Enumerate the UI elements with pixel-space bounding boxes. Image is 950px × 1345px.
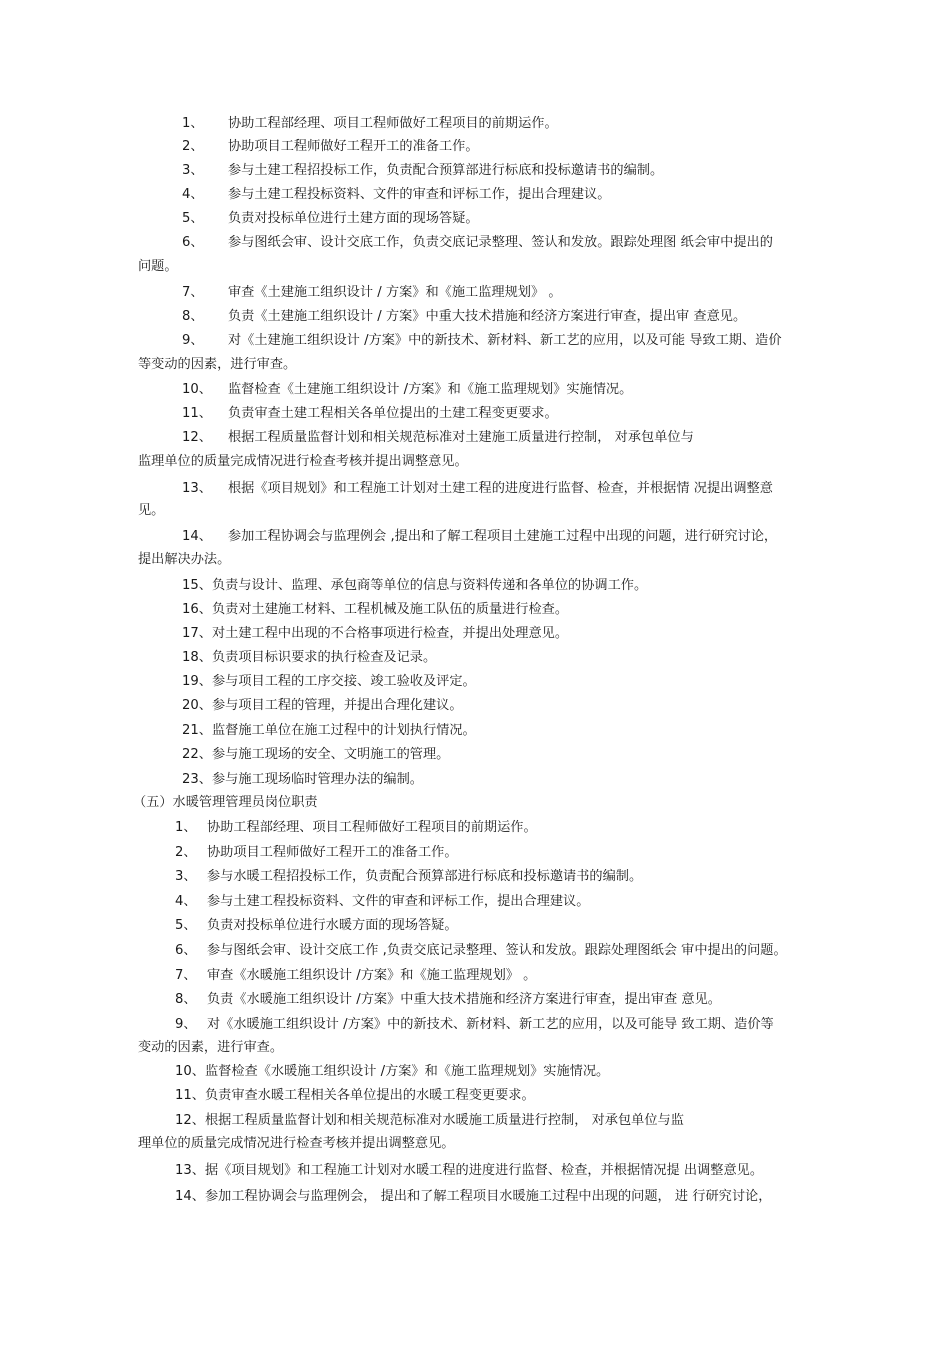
item-number: 9、 xyxy=(182,333,204,348)
list-item xyxy=(0,1187,950,1207)
item-text: 协助项目工程师做好工程开工的准备工作。 xyxy=(228,139,479,154)
item-text-continuation: 变动的因素，进行审查。 xyxy=(138,1040,284,1055)
item-text-continuation: 见。 xyxy=(138,503,165,518)
list-item xyxy=(0,843,950,863)
item-text: 13、据《项目规划》和工程施工计划对水暖工程的进度进行监督、检查，并根据情况提 出调整意见。 xyxy=(175,1163,764,1178)
item-text: 21、监督施工单位在施工过程中的计划执行情况。 xyxy=(182,723,476,738)
item-number: 5、 xyxy=(175,918,197,933)
item-number: 4、 xyxy=(182,187,204,202)
item-text: 根据工程质量监督计划和相关规范标准对土建施工质量进行控制， 对承包单位与 xyxy=(228,430,694,445)
section-heading xyxy=(0,793,950,813)
item-text: 12、根据工程质量监督计划和相关规范标准对水暖施工质量进行控制， 对承包单位与监 xyxy=(175,1113,684,1128)
item-number: 7、 xyxy=(182,285,204,300)
list-item xyxy=(0,307,950,327)
item-number: 11、 xyxy=(182,406,212,421)
item-text: 参与土建工程投标资料、文件的审查和评标工作，提出合理建议。 xyxy=(207,894,590,909)
item-number: 10、 xyxy=(182,382,212,397)
item-number: 8、 xyxy=(175,992,197,1007)
item-number: 2、 xyxy=(175,845,197,860)
list-item xyxy=(0,990,950,1010)
list-item xyxy=(0,721,950,741)
list-item xyxy=(0,818,950,838)
list-item xyxy=(0,404,950,424)
section-title: （五）水暖管理管理员岗位职责 xyxy=(133,795,318,810)
list-item xyxy=(0,428,950,448)
item-text: 负责对投标单位进行土建方面的现场答疑。 xyxy=(228,211,479,226)
item-number: 8、 xyxy=(182,309,204,324)
item-number: 2、 xyxy=(182,139,204,154)
item-text: 协助项目工程师做好工程开工的准备工作。 xyxy=(207,845,458,860)
list-item-continuation xyxy=(0,1038,950,1058)
list-item xyxy=(0,892,950,912)
item-text: 18、负责项目标识要求的执行检查及记录。 xyxy=(182,650,437,665)
list-item xyxy=(0,624,950,644)
item-number: 13、 xyxy=(182,481,212,496)
list-item xyxy=(0,867,950,887)
list-item xyxy=(0,1062,950,1082)
list-item-continuation xyxy=(0,550,950,570)
list-item xyxy=(0,1015,950,1035)
item-text: 对《水暖施工组织设计 /方案》中的新技术、新材料、新工艺的应用，以及可能导 致工期、造价等 xyxy=(207,1017,774,1032)
item-text: 参加工程协调会与监理例会 ,提出和了解工程项目土建施工过程中出现的问题，进行研究讨论， xyxy=(228,529,778,544)
item-number: 1、 xyxy=(182,116,204,131)
item-text-continuation: 监理单位的质量完成情况进行检查考核并提出调整意见。 xyxy=(138,454,468,469)
item-number: 9、 xyxy=(175,1017,197,1032)
list-item xyxy=(0,1111,950,1131)
list-item xyxy=(0,648,950,668)
item-text-continuation: 等变动的因素，进行审查。 xyxy=(138,357,297,372)
item-text: 22、参与施工现场的安全、文明施工的管理。 xyxy=(182,747,450,762)
item-text: 负责《土建施工组织设计 / 方案》中重大技术措施和经济方案进行审查，提出审 查意见。 xyxy=(228,309,747,324)
item-text: 19、参与项目工程的工序交接、竣工验收及评定。 xyxy=(182,674,476,689)
list-item xyxy=(0,137,950,157)
item-number: 14、 xyxy=(182,529,212,544)
list-item-continuation xyxy=(0,355,950,375)
item-number: 1、 xyxy=(175,820,197,835)
item-number: 12、 xyxy=(182,430,212,445)
item-text-continuation: 问题。 xyxy=(138,259,178,274)
item-text: 17、对土建工程中出现的不合格事项进行检查，并提出处理意见。 xyxy=(182,626,569,641)
list-item xyxy=(0,600,950,620)
item-text: 20、参与项目工程的管理，并提出合理化建议。 xyxy=(182,698,463,713)
list-item xyxy=(0,479,950,499)
list-item xyxy=(0,185,950,205)
list-item xyxy=(0,114,950,134)
list-item xyxy=(0,233,950,253)
item-text-continuation: 提出解决办法。 xyxy=(138,552,231,567)
item-text: 11、负责审查水暖工程相关各单位提出的水暖工程变更要求。 xyxy=(175,1088,535,1103)
list-item-continuation xyxy=(0,501,950,521)
item-text: 审查《水暖施工组织设计 /方案》和《施工监理规划》 。 xyxy=(207,968,537,983)
item-text: 根据《项目规划》和工程施工计划对土建工程的进度进行监督、检查，并根据情 况提出调整意 xyxy=(228,481,773,496)
item-number: 6、 xyxy=(182,235,204,250)
item-text: 16、负责对土建施工材料、工程机械及施工队伍的质量进行检查。 xyxy=(182,602,569,617)
list-item xyxy=(0,283,950,303)
item-number: 3、 xyxy=(182,163,204,178)
list-item xyxy=(0,331,950,351)
list-item xyxy=(0,1161,950,1181)
list-item xyxy=(0,1086,950,1106)
list-item xyxy=(0,916,950,936)
item-text: 参与水暖工程招投标工作，负责配合预算部进行标底和投标邀请书的编制。 xyxy=(207,869,643,884)
list-item-continuation xyxy=(0,452,950,472)
list-item xyxy=(0,696,950,716)
list-item xyxy=(0,941,950,961)
item-text: 负责《水暖施工组织设计 /方案》中重大技术措施和经济方案进行审查，提出审查 意见。 xyxy=(207,992,721,1007)
item-text: 参与土建工程招投标工作，负责配合预算部进行标底和投标邀请书的编制。 xyxy=(228,163,664,178)
item-text: 参与图纸会审、设计交底工作 ,负责交底记录整理、签认和发放。跟踪处理图纸会 审中提出的问题。 xyxy=(207,943,787,958)
list-item xyxy=(0,527,950,547)
list-item xyxy=(0,966,950,986)
list-item xyxy=(0,209,950,229)
item-text: 负责对投标单位进行水暖方面的现场答疑。 xyxy=(207,918,458,933)
item-text: 协助工程部经理、项目工程师做好工程项目的前期运作。 xyxy=(207,820,537,835)
list-item xyxy=(0,380,950,400)
list-item xyxy=(0,576,950,596)
list-item xyxy=(0,745,950,765)
item-text: 负责审查土建工程相关各单位提出的土建工程变更要求。 xyxy=(228,406,558,421)
item-number: 5、 xyxy=(182,211,204,226)
item-text-continuation: 理单位的质量完成情况进行检查考核并提出调整意见。 xyxy=(138,1136,455,1151)
item-text: 参与图纸会审、设计交底工作，负责交底记录整理、签认和发放。跟踪处理图 纸会审中提出的 xyxy=(228,235,773,250)
item-text: 协助工程部经理、项目工程师做好工程项目的前期运作。 xyxy=(228,116,558,131)
list-item-continuation xyxy=(0,1134,950,1154)
list-item xyxy=(0,770,950,790)
item-text: 参与土建工程投标资料、文件的审查和评标工作，提出合理建议。 xyxy=(228,187,611,202)
item-number: 7、 xyxy=(175,968,197,983)
item-text: 15、负责与设计、监理、承包商等单位的信息与资料传递和各单位的协调工作。 xyxy=(182,578,648,593)
item-number: 6、 xyxy=(175,943,197,958)
list-item-continuation xyxy=(0,257,950,277)
item-text: 审查《土建施工组织设计 / 方案》和《施工监理规划》 。 xyxy=(228,285,562,300)
item-text: 14、参加工程协调会与监理例会， 提出和了解工程项目水暖施工过程中出现的问题， 进 行研究讨论， xyxy=(175,1189,772,1204)
item-text: 10、监督检查《水暖施工组织设计 /方案》和《施工监理规划》实施情况。 xyxy=(175,1064,610,1079)
item-text: 23、参与施工现场临时管理办法的编制。 xyxy=(182,772,423,787)
list-item xyxy=(0,161,950,181)
item-text: 对《土建施工组织设计 /方案》中的新技术、新材料、新工艺的应用，以及可能 导致工期、造价 xyxy=(228,333,782,348)
item-text: 监督检查《土建施工组织设计 /方案》和《施工监理规划》实施情况。 xyxy=(228,382,633,397)
item-number: 3、 xyxy=(175,869,197,884)
list-item xyxy=(0,672,950,692)
item-number: 4、 xyxy=(175,894,197,909)
